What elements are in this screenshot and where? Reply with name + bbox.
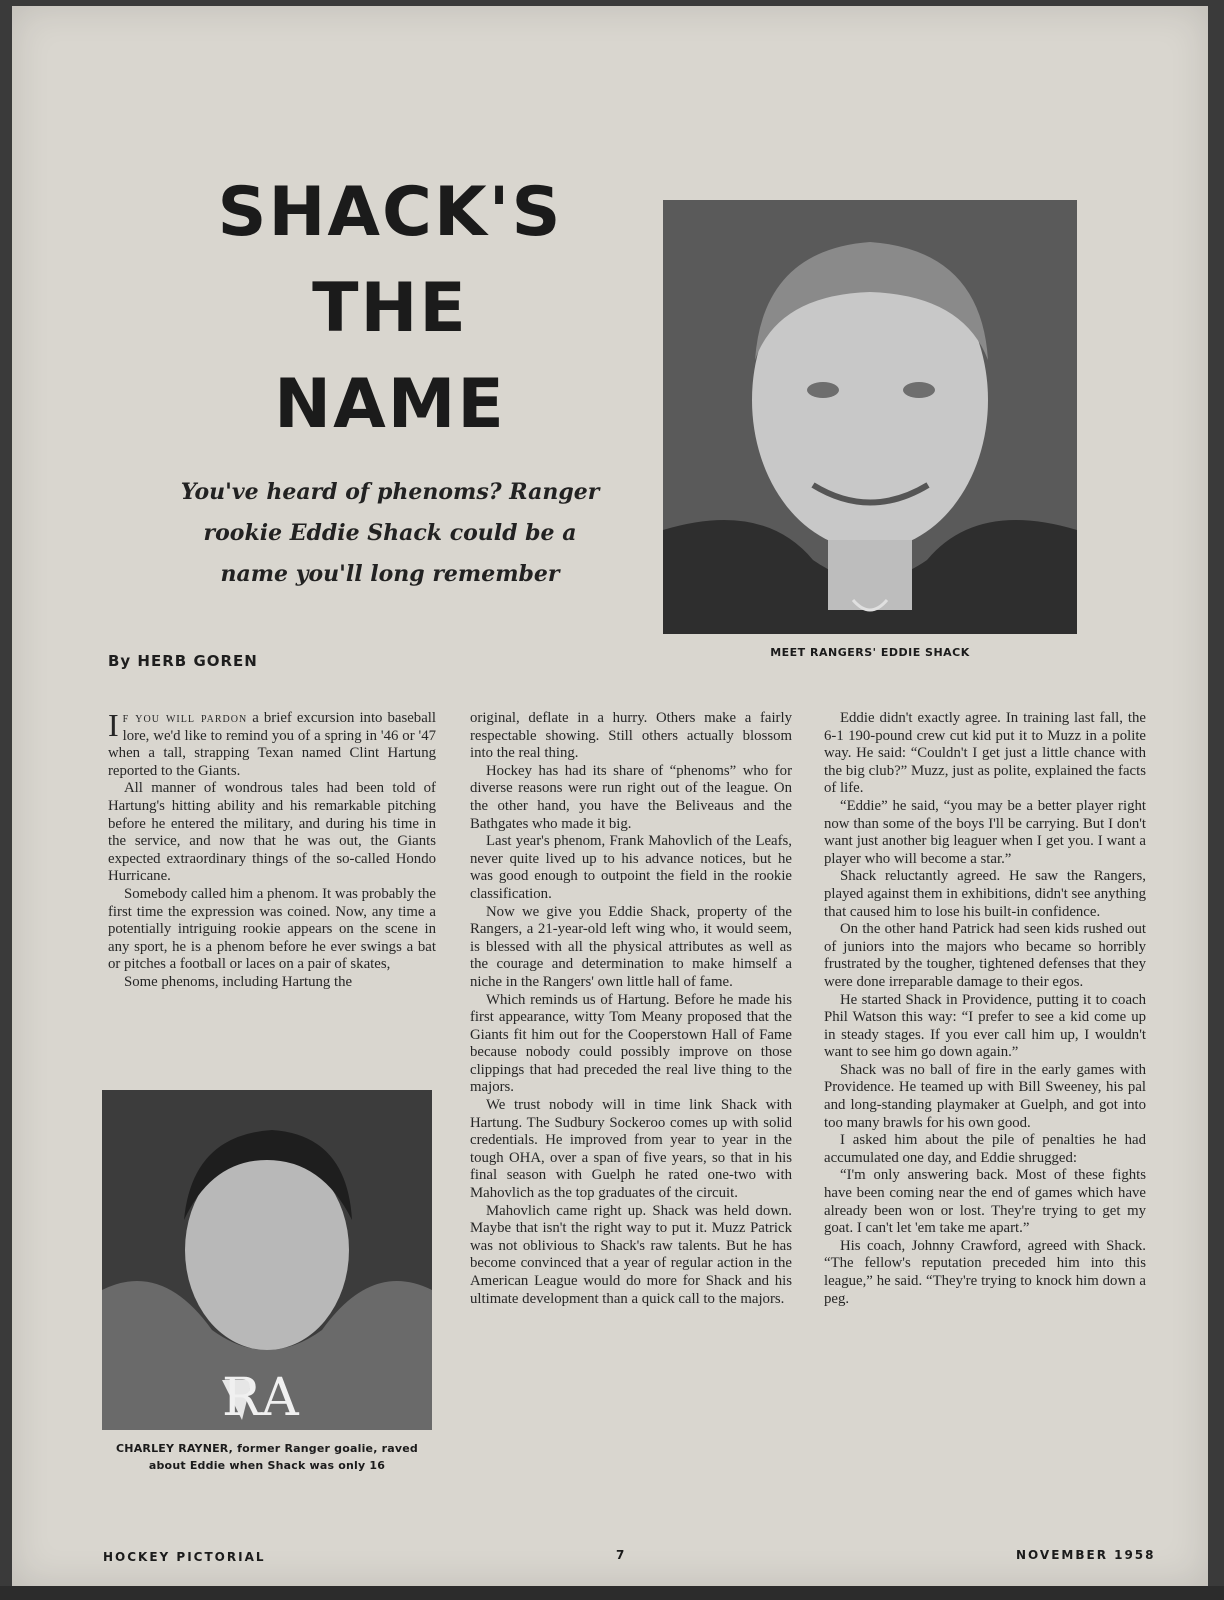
paragraph: Some phenoms, including Hartung the xyxy=(124,973,353,990)
jersey-letters: RA xyxy=(222,1368,299,1428)
portrait-illustration xyxy=(663,200,1077,634)
rayner-caption-name: CHARLEY RAYNER, xyxy=(116,1442,234,1455)
paragraph: original, deflate in a hurry. Others make a fairly respectable showing. Still others actually blossom into the real thing. xyxy=(470,710,792,762)
subtitle-line-1: You've heard of phenoms? Ranger xyxy=(180,479,600,505)
rayner-caption-text: former Ranger goalie, raved about Eddie when Shack was only 16 xyxy=(148,1442,418,1472)
title-line-2: THE xyxy=(312,269,468,348)
main-photo-caption: MEET RANGERS' EDDIE SHACK xyxy=(770,646,970,659)
paragraph: “Eddie” he said, “you may be a better player right now than some of the boys I'll be carrying. But I don't want just another big leaguer when I get you. I want a player who will become a star.” xyxy=(824,797,1146,867)
title-line-3: NAME xyxy=(274,365,506,444)
paragraph: On the other hand Patrick had seen kids rushed out of juniors into the majors who became so horribly frustrated by the tougher, tightened defenses that they were done irreparable damage to their egos. xyxy=(824,921,1146,990)
background-strip xyxy=(0,1586,1224,1600)
lead-in: f you will pardon xyxy=(122,710,248,726)
paragraph: Hockey has had its share of “phenoms” who for diverse reasons were run right out of the league. On the other hand, you have the Beliveaus and the Bathgates who made it big. xyxy=(470,762,792,832)
paragraph: Which reminds us of Hartung. Before he made his first appearance, witty Tom Meany proposed that the Giants fit him out for the Cooperstown Hall of Fame because nobody could possibly improve on those clippings that had preceded the real live thing to the majors. xyxy=(470,991,792,1096)
page-number: 7 xyxy=(616,1548,625,1562)
issue-date: NOVEMBER 1958 xyxy=(1016,1548,1156,1562)
paragraph: Now we give you Eddie Shack, property of the Rangers, a 21-year-old left wing who, it would seem, is blessed with all the physical attributes as well as the courage and determination to make himself a niche in the Rangers' own little hall of fame. xyxy=(470,903,792,990)
article-column-2 xyxy=(470,710,792,1308)
byline: By HERB GOREN xyxy=(108,652,258,670)
article-column-3 xyxy=(824,710,1146,1308)
paragraph: Last year's phenom, Frank Mahovlich of the Leafs, never quite lived up to his advance notices, but he was good enough to outpoint the field in the rookie classification. xyxy=(470,833,792,902)
paragraph: Eddie didn't exactly agree. In training last fall, the 6-1 190-pound crew cut kid put it to Muzz in a polite way. He said: “Couldn't I get just a little chance with the big club?” Muzz, just as polite, explained the facts of life. xyxy=(824,710,1146,797)
paragraph: Somebody called him a phenom. It was probably the first time the expression was coined. Now, any time a potentially intriguing rookie appears on the scene in any sport, he is a phenom before he ever swings a bat or pitches a football or laces on a pair of skates, xyxy=(108,885,436,973)
article-title xyxy=(170,165,610,453)
paragraph: Shack reluctantly agreed. He saw the Rangers, played against them in exhibitions, didn't see anything that caused him to lose his built-in confidence. xyxy=(824,868,1146,920)
paragraph: “I'm only answering back. Most of these fights have been coming near the end of games which have already been won or lost. They're trying to get my goat. I can't let 'em take me apart.” xyxy=(824,1167,1146,1237)
paragraph: He started Shack in Providence, putting it to coach Phil Watson this way: “I prefer to see a kid come up in steady stages. If you ever call him up, I wouldn't want to see him go down again.” xyxy=(824,991,1146,1061)
article-column-1 xyxy=(108,707,436,992)
paragraph: I asked him about the pile of penalties he had accumulated one day, and Eddie shrugged: xyxy=(824,1132,1146,1166)
drop-cap: I xyxy=(108,707,119,743)
paragraph: His coach, Johnny Crawford, agreed with Shack. “The fellow's reputation preceded him into this league,” he said. “They're trying to knock him down a peg. xyxy=(824,1237,1146,1307)
paragraph: Mahovlich came right up. Shack was held down. Maybe that isn't the right way to put it. Muzz Patrick was not oblivious to Shack's raw talents. But he has become convinced that a year of regular action in the American League would do more for Shack and his ultimate development than a quick call to the majors. xyxy=(470,1202,792,1307)
magazine-name: HOCKEY PICTORIAL xyxy=(103,1550,266,1564)
paragraph-text: a brief excursion into baseball lore, we'd like to remind you of a spring in '46 or '47 when a tall, strapping Texan named Clint Hartung reported to the Giants. xyxy=(108,710,436,779)
paragraph: All manner of wondrous tales had been told of Hartung's hitting ability and his remarkable pitching before he entered the military, and during his time in the service, and now that he was out, the Giants expected extraordinary things of the so-called Hondo Hurricane. xyxy=(108,780,436,885)
subtitle-line-2: rookie Eddie Shack could be a xyxy=(203,520,577,546)
rayner-photo-caption xyxy=(96,1440,438,1474)
paragraph xyxy=(108,707,436,780)
title-line-1: SHACK'S xyxy=(217,173,563,252)
paragraph: We trust nobody will in time link Shack with Hartung. The Sudbury Sockeroo comes up with solid credentials. He improved from year to year in the tough OHA, over a span of five years, so that in his final season with Guelph he rated one-two with Mahovlich as the top graduates of the circuit. xyxy=(470,1097,792,1202)
subtitle-line-3: name you'll long remember xyxy=(220,561,560,587)
rayner-illustration xyxy=(102,1090,432,1430)
article-subtitle xyxy=(160,472,620,595)
eddie-shack-photo xyxy=(663,200,1077,634)
charley-rayner-photo xyxy=(102,1090,432,1430)
paragraph: Shack was no ball of fire in the early games with Providence. He teamed up with Bill Sweeney, his pal and long-standing playmaker at Guelph, and got into too many brawls for his own good. xyxy=(824,1061,1146,1131)
